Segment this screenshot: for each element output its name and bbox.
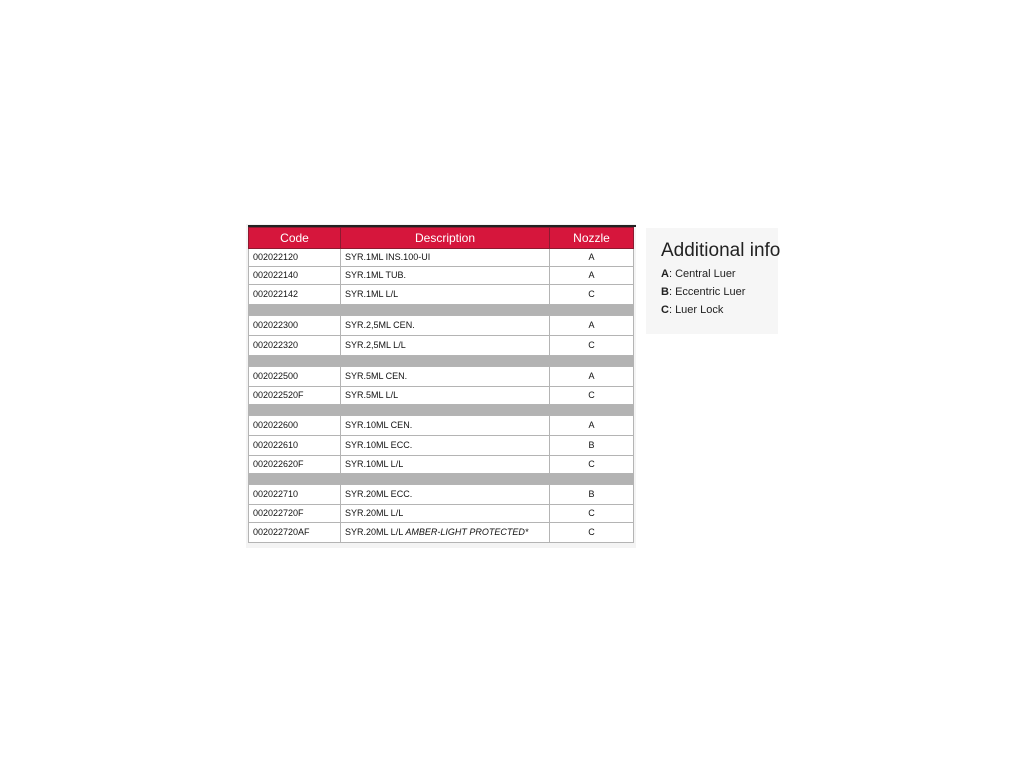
table-row [249,416,634,436]
cell-code: 002022600 [249,416,341,436]
cell-nozzle: C [550,336,634,356]
cell-description: SYR.1ML INS.100-UI [341,249,550,267]
cell-code: 002022710 [249,485,341,505]
table-row [249,249,634,267]
cell-description: SYR.20ML ECC. [341,485,550,505]
cell-description: SYR.5ML CEN. [341,367,550,387]
legend-key: B [661,286,669,298]
cell-description: SYR.5ML L/L [341,387,550,405]
cell-description: SYR.1ML TUB. [341,267,550,285]
cell-code: 002022142 [249,285,341,305]
cell-nozzle: C [550,505,634,523]
cell-nozzle: A [550,367,634,387]
table-row [249,267,634,285]
cell-nozzle: B [550,485,634,505]
cell-description: SYR.1ML L/L [341,285,550,305]
table-row [249,285,634,305]
legend-text: : Luer Lock [668,304,724,316]
table-row [249,523,634,543]
description-note: AMBER-LIGHT PROTECTED* [405,527,529,537]
cell-code: 002022320 [249,336,341,356]
cell-description: SYR.2,5ML L/L [341,336,550,356]
cell-code: 002022300 [249,316,341,336]
cell-code: 002022720F [249,505,341,523]
cell-nozzle: A [550,267,634,285]
legend-key: A [661,268,669,280]
cell-description: SYR.10ML ECC. [341,436,550,456]
cell-code: 002022720AF [249,523,341,543]
table-header-row [249,228,634,249]
cell-code: 002022140 [249,267,341,285]
cell-nozzle: C [550,523,634,543]
product-table [248,227,634,543]
table-row [249,456,634,474]
group-separator [249,474,634,485]
description-main: SYR.20ML L/L [345,527,403,537]
table-row [249,485,634,505]
group-separator [249,305,634,316]
table-row [249,367,634,387]
additional-info-title: Additional info [661,240,781,261]
cell-code: 002022610 [249,436,341,456]
legend-item-b [661,285,745,303]
header-code: Code [249,228,341,249]
cell-description: SYR.10ML CEN. [341,416,550,436]
table-row [249,316,634,336]
table-row [249,505,634,523]
legend-item-a [661,267,745,285]
table-row [249,436,634,456]
cell-nozzle: A [550,416,634,436]
legend-item-c [661,303,745,321]
legend-text: : Eccentric Luer [668,286,746,298]
cell-description: SYR.10ML L/L [341,456,550,474]
header-description: Description [341,228,550,249]
cell-nozzle: A [550,316,634,336]
cell-code: 002022620F [249,456,341,474]
legend-text: : Central Luer [668,268,736,280]
cell-nozzle: C [550,387,634,405]
cell-nozzle: C [550,456,634,474]
cell-nozzle: A [550,249,634,267]
cell-nozzle: B [550,436,634,456]
nozzle-legend [661,267,745,321]
cell-code: 002022120 [249,249,341,267]
group-separator [249,405,634,416]
cell-nozzle: C [550,285,634,305]
table-row [249,387,634,405]
cell-code: 002022500 [249,367,341,387]
group-separator [249,356,634,367]
header-nozzle: Nozzle [550,228,634,249]
legend-key: C [661,304,669,316]
table-row [249,336,634,356]
cell-description: SYR.20ML L/L [341,505,550,523]
cell-description: SYR.2,5ML CEN. [341,316,550,336]
cell-code: 002022520F [249,387,341,405]
cell-description [341,523,550,543]
